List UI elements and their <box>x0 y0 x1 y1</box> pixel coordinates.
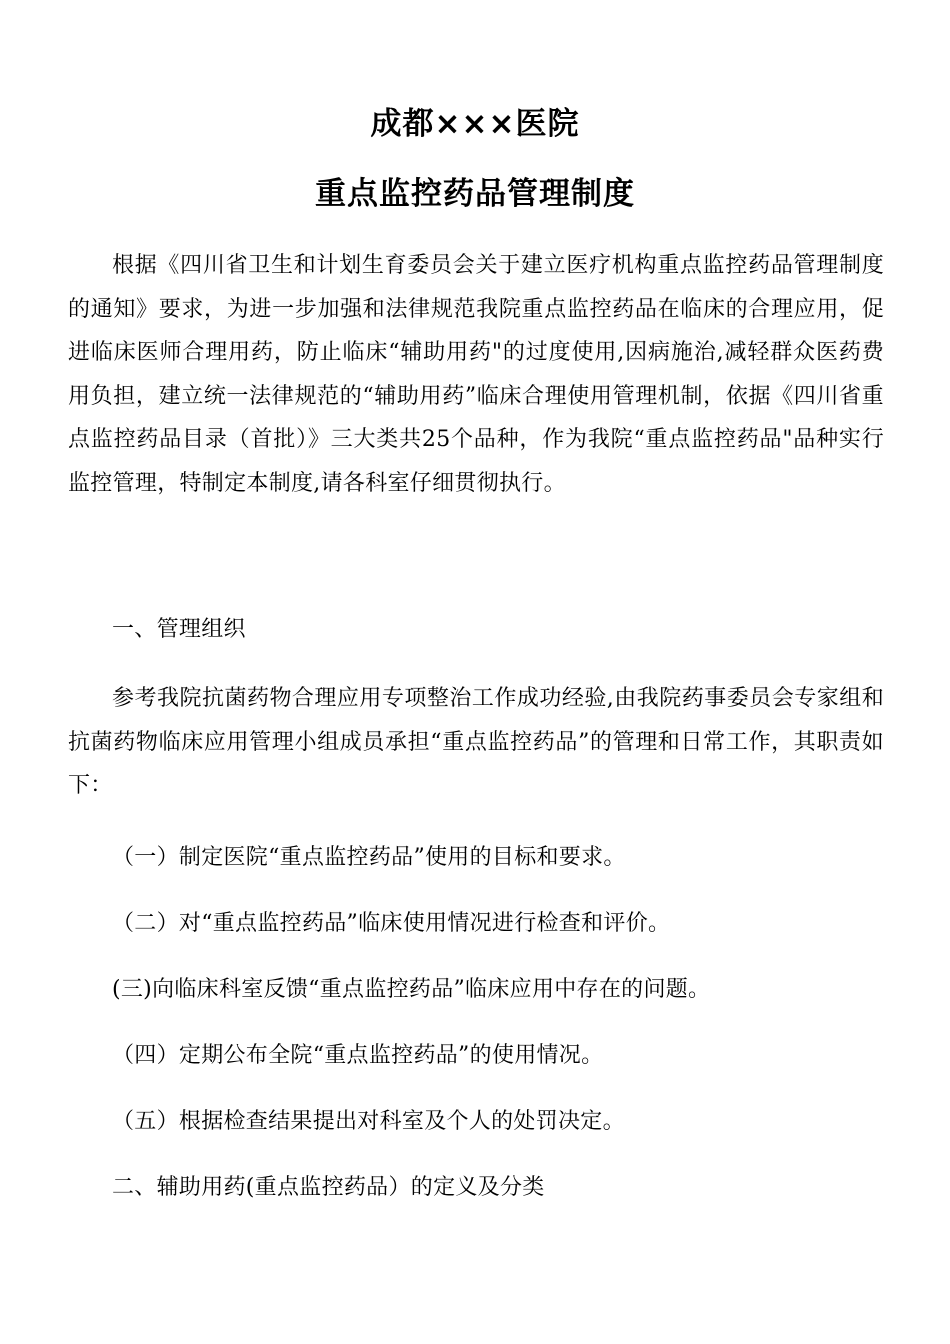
section-body-management: 参考我院抗菌药物合理应用专项整治工作成功经验,由我院药事委员会专家组和抗菌药物临床应用管理小组成员承担“重点监控药品”的管理和日常工作，其职责如下： <box>68 686 884 798</box>
regulation-title: 重点监控药品管理制度 <box>315 176 635 212</box>
hospital-title: 成都×××医院 <box>370 106 580 142</box>
duty-item: (三)向临床科室反馈“重点监控药品”临床应用中存在的问题。 <box>112 977 711 1002</box>
duty-item: （一）制定医院“重点监控药品”使用的目标和要求。 <box>112 845 626 870</box>
duty-item: （四）定期公布全院“重点监控药品”的使用情况。 <box>112 1043 604 1068</box>
section-heading-definition: 二、辅助用药(重点监控药品）的定义及分类 <box>112 1175 545 1200</box>
duty-item: （二）对“重点监控药品”临床使用情况进行检查和评价。 <box>112 911 671 936</box>
section-heading-management: 一、管理组织 <box>112 617 246 642</box>
duty-item: （五）根据检查结果提出对科室及个人的处罚决定。 <box>112 1109 625 1134</box>
intro-paragraph: 根据《四川省卫生和计划生育委员会关于建立医疗机构重点监控药品管理制度的通知》要求，为进一步加强和法律规范我院重点监控药品在临床的合理应用，促进临床医师合理用药，防止临床“辅助用药"的过度使用,因病施治,减轻群众医药费用负担，建立统一法律规范的“辅助用药”临床合理使用管理机制，依据《四川省重点监控药品目录（首批）》三大类共25个品种，作为我院“重点监控药品"品种实行监控管理，特制定本制度,请各科室仔细贯彻执行。 <box>68 253 884 496</box>
